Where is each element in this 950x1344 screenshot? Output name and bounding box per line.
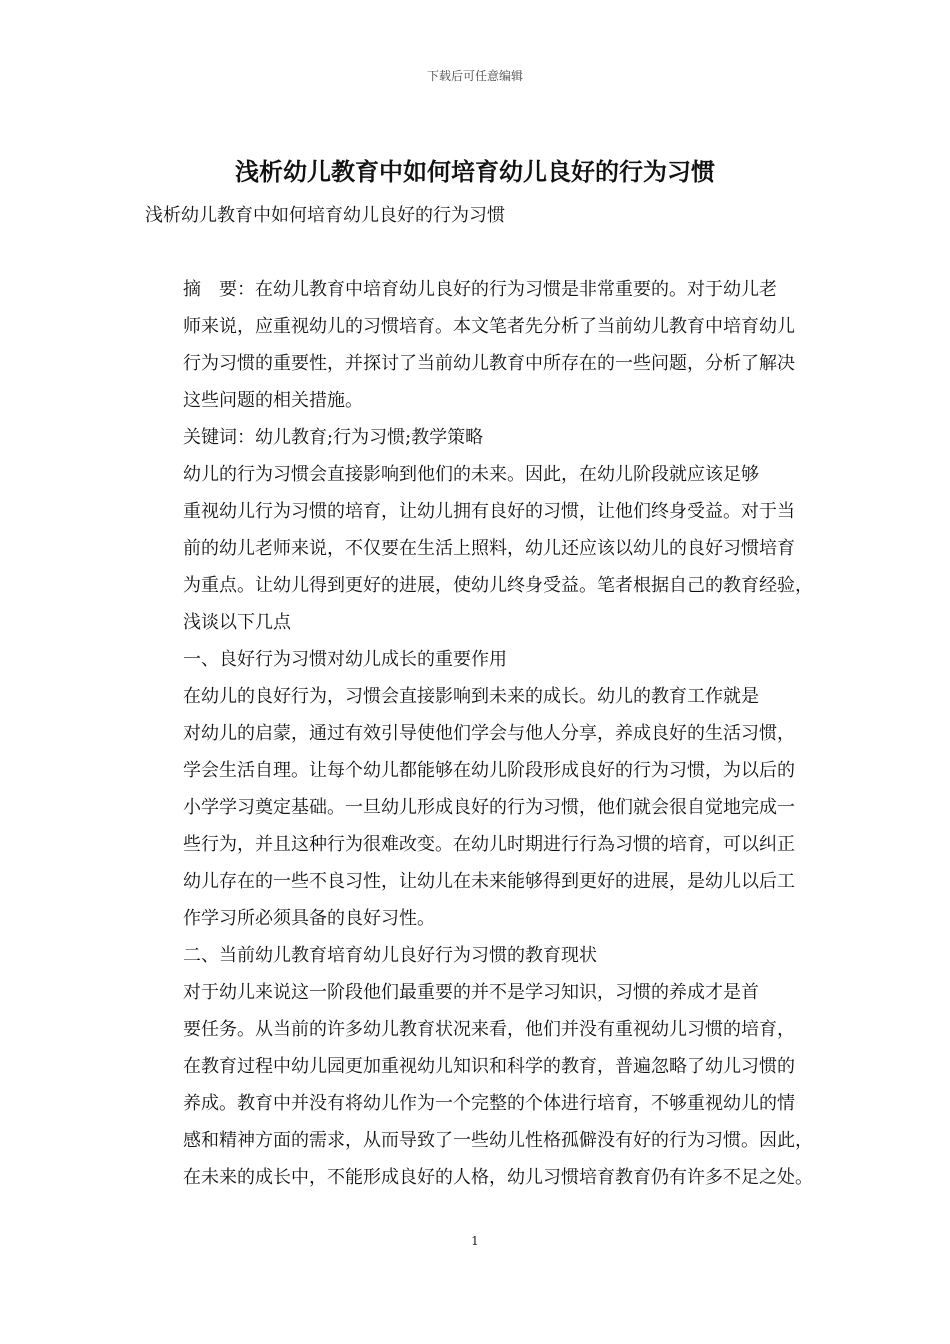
text-line: 在教育过程中幼儿园更加重视幼儿知识和科学的教育，普遍忽略了幼儿习惯的	[183, 1056, 795, 1077]
body-paragraph	[145, 419, 811, 456]
text-line: 些行为，并且这种行为很难改变。在幼儿时期进行行為习惯的培育，可以纠正	[183, 834, 795, 855]
text-line: 关键词：幼儿教育;行为习惯;教学策略	[183, 427, 484, 448]
text-line: 作学习所必须具备的良好习性。	[183, 908, 435, 929]
document-body	[145, 197, 811, 1196]
text-line: 这些问题的相关措施。	[183, 390, 363, 411]
text-line: 幼儿存在的一些不良习性，让幼儿在未来能够得到更好的进展，是幼儿以后工	[183, 871, 795, 892]
text-line: 二、当前幼儿教育培育幼儿良好行为习惯的教育现状	[183, 945, 597, 966]
paragraph-list	[145, 271, 811, 1196]
body-paragraph	[145, 641, 811, 678]
body-paragraph	[145, 271, 811, 419]
body-paragraph	[145, 937, 811, 974]
text-line: 一、良好行为习惯对幼儿成长的重要作用	[183, 649, 507, 670]
text-line: 对幼儿的启蒙，通过有效引导使他们学会与他人分享，养成良好的生活习惯，	[183, 723, 795, 744]
text-line: 感和精神方面的需求，从而导致了一些幼儿性格孤僻没有好的行为习惯。因此，	[183, 1130, 813, 1151]
text-line: 在幼儿的良好行为，习惯会直接影响到未来的成长。幼儿的教育工作就是	[183, 686, 759, 707]
text-line: 师来说，应重视幼儿的习惯培育。本文笔者先分析了当前幼儿教育中培育幼儿	[183, 316, 795, 337]
text-line: 在未来的成长中，不能形成良好的人格，幼儿习惯培育教育仍有许多不足之处。	[183, 1167, 813, 1188]
text-line: 浅谈以下几点	[183, 612, 291, 633]
text-line: 小学学习奠定基础。一旦幼儿形成良好的行为习惯，他们就会很自觉地完成一	[183, 797, 795, 818]
document-subtitle: 浅析幼儿教育中如何培育幼儿良好的行为习惯	[145, 205, 505, 226]
text-line: 幼儿的行为习惯会直接影响到他们的未来。因此，在幼儿阶段就应该足够	[183, 464, 759, 485]
text-line: 为重点。让幼儿得到更好的进展，使幼儿终身受益。笔者根据自己的教育经验，	[183, 575, 813, 596]
text-line: 行为习惯的重要性，并探讨了当前幼儿教育中所存在的一些问题，分析了解决	[183, 353, 795, 374]
text-line: 摘 要：在幼儿教育中培育幼儿良好的行为习惯是非常重要的。对于幼儿老	[183, 279, 777, 300]
text-line: 养成。教育中并没有将幼儿作为一个完整的个体进行培育，不够重视幼儿的情	[183, 1093, 795, 1114]
document-title: 浅析幼儿教育中如何培育幼儿良好的行为习惯	[235, 157, 715, 186]
text-line: 对于幼儿来说这一阶段他们最重要的并不是学习知识，习惯的养成才是首	[183, 982, 759, 1003]
body-paragraph	[145, 974, 811, 1196]
text-line: 学会生活自理。让每个幼儿都能够在幼儿阶段形成良好的行为习惯，为以后的	[183, 760, 795, 781]
text-line: 前的幼儿老师来说，不仅要在生活上照料，幼儿还应该以幼儿的良好习惯培育	[183, 538, 795, 559]
body-paragraph	[145, 678, 811, 937]
page-header: 下载后可任意编辑	[426, 69, 523, 83]
text-line: 要任务。从当前的许多幼儿教育状况来看，他们并没有重视幼儿习惯的培育，	[183, 1019, 795, 1040]
text-line: 重视幼儿行为习惯的培育，让幼儿拥有良好的习惯，让他们终身受益。对于当	[183, 501, 795, 522]
page-number: 1	[471, 1234, 479, 1248]
body-paragraph	[145, 456, 811, 641]
